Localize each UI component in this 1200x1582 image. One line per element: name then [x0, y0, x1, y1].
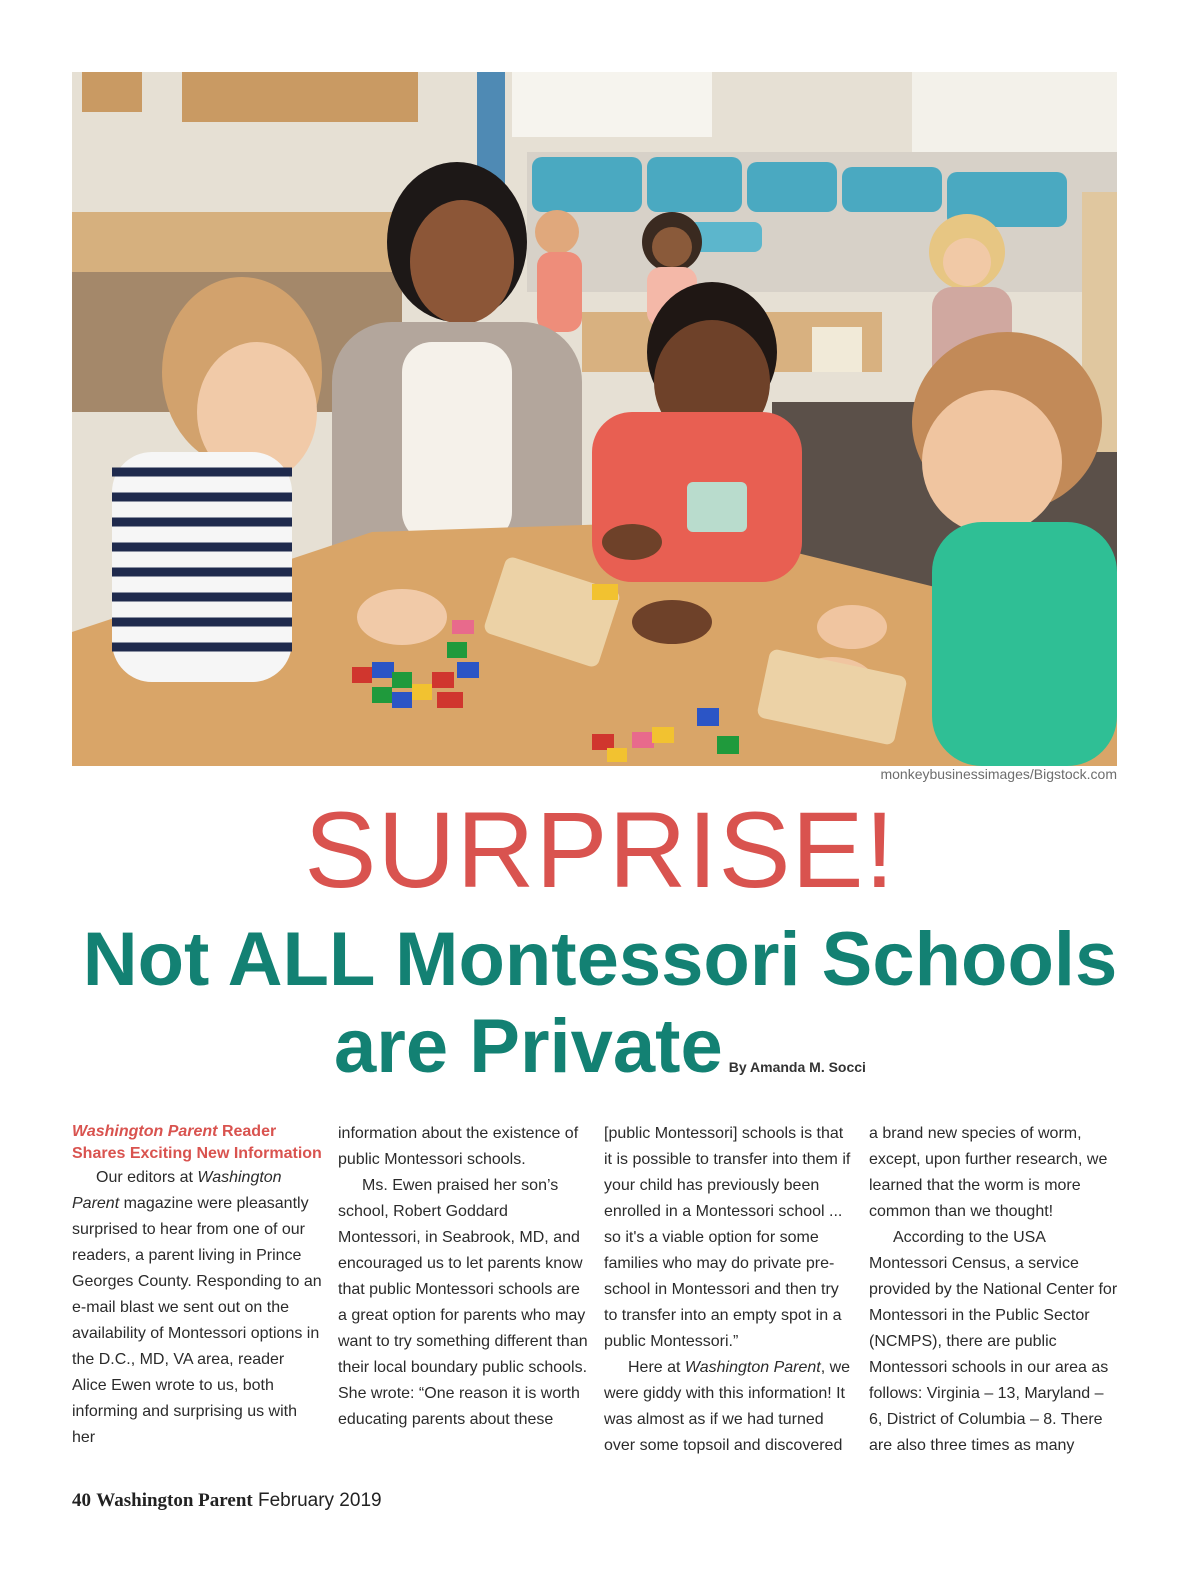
headline-line-1: Not ALL Montessori Schools — [82, 917, 1118, 1002]
article-column-4 — [869, 1121, 1119, 1459]
paragraph: According to the USA Montessori Census, a service provided by the National Center for Montessori in the Public Sector (NCMPS), there are public Montessori schools in our area as follows: Virginia – 13, Maryland – 6, District of Columbia – 8. There are also three times as many — [869, 1229, 1118, 1454]
article-column-2 — [338, 1121, 588, 1433]
headline-line-2-text: are Private — [334, 1004, 723, 1089]
text-run: magazine were pleasantly surprised to hear from one of our readers, a parent living in Prince Georges County. Responding to an e-mail blast we sent out on the availability of Montessori options in the D.C., MD, VA area, reader Alice Ewen wrote to us, both informing and surprising us with her — [72, 1195, 322, 1446]
article-column-3 — [604, 1121, 854, 1459]
paragraph: a brand new species of worm, except, upon further research, we learned that the worm is more common than we thought! — [869, 1125, 1108, 1220]
subhead-publication: Washington Parent — [72, 1123, 218, 1140]
headline-line-2 — [0, 1005, 1200, 1109]
text-run: , we were giddy with this information! It was almost as if we had turned over some topsoil and discovered — [604, 1359, 851, 1454]
text-run: Our editors at — [96, 1169, 198, 1186]
paragraph — [72, 1165, 322, 1451]
headline-kicker: SURPRISE! — [304, 789, 896, 910]
paragraph: information about the existence of public Montessori schools. — [338, 1125, 579, 1168]
byline: By Amanda M. Socci — [728, 1059, 866, 1075]
article-column-1 — [72, 1121, 322, 1451]
photo-credit: monkeybusinessimages/Bigstock.com — [880, 766, 1117, 782]
text-run-italic: Washington Parent — [72, 1169, 282, 1212]
paragraph — [604, 1355, 854, 1459]
paragraph: Ms. Ewen praised her son’s school, Robert Goddard Montessori, in Seabrook, MD, and encouraged us to let parents know that public Montessori schools are a great option for parents who may want to try something different than their local boundary public schools. She wrote: “One reason it is worth educating parents about these — [338, 1177, 588, 1428]
article-subhead — [72, 1121, 322, 1165]
subhead-text: Reader Shares Exciting New Information — [72, 1123, 322, 1162]
footer-publication: Washington Parent — [96, 1490, 253, 1511]
footer-date: February 2019 — [258, 1490, 382, 1511]
hero-photo — [72, 72, 1117, 766]
paragraph: [public Montessori] schools is that it is possible to transfer into them if your child has previously been enrolled in a Montessori school ... so it's a viable option for some families who may do private pre-school in Montessori and then try to transfer into an empty spot in a public Montessori.” — [604, 1125, 851, 1350]
page-number: 40 — [72, 1490, 91, 1511]
page-footer — [72, 1490, 382, 1512]
text-run: Here at — [628, 1359, 685, 1376]
text-run-italic: Washington Parent — [684, 1359, 821, 1376]
